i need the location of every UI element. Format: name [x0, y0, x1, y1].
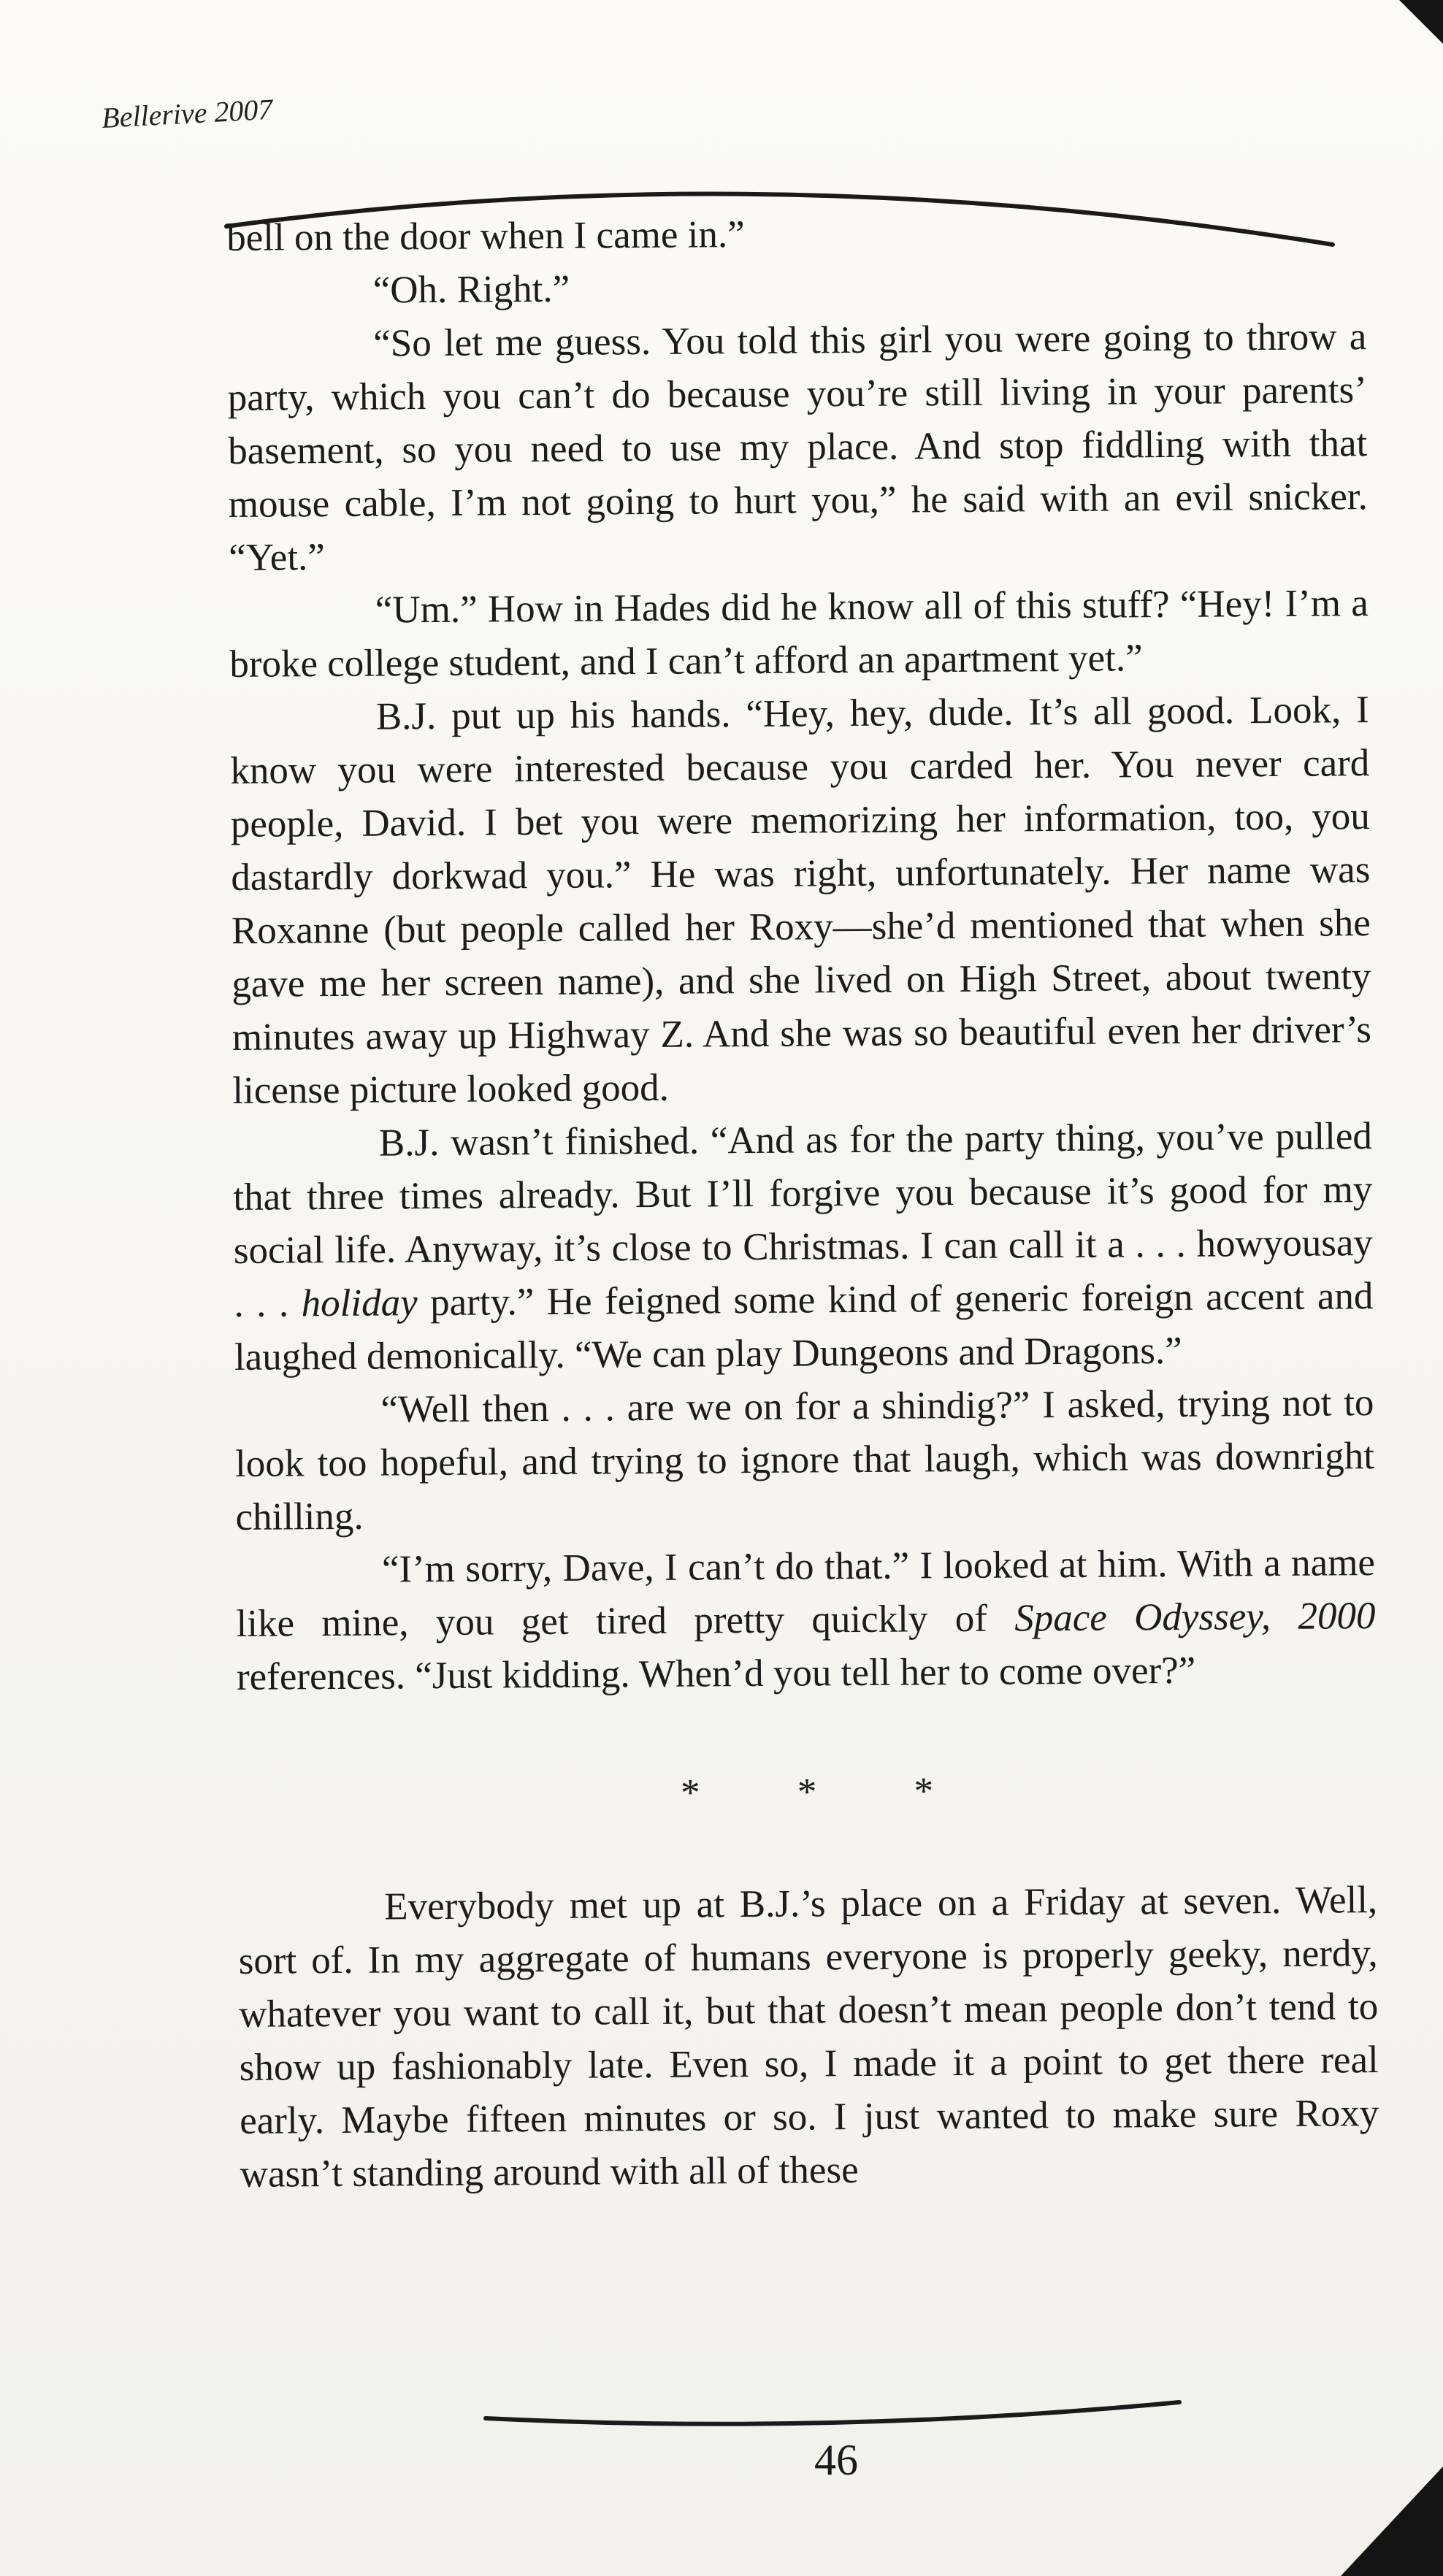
italic-text: holiday	[301, 1281, 418, 1325]
paragraph-space-odyssey	[236, 1536, 1376, 1704]
body-text	[226, 204, 1379, 2201]
paragraph: “Well then . . . are we on for a shindig?” I asked, trying not to look too hopeful, and trying to ignore that laugh, which was downright chilling.	[234, 1381, 1375, 1538]
italic-text: Space Odyssey, 2000	[1014, 1595, 1376, 1640]
running-head: Bellerive 2007	[101, 92, 274, 134]
paragraph: “Oh. Right.”	[372, 267, 570, 312]
paragraph-party	[233, 1110, 1374, 1384]
text-run: “I’m sorry, Dave, I can’t do that.” I looked at him. With a name like mine, you get tired pretty quickly of	[236, 1541, 1376, 1645]
paragraph: Everybody met up at B.J.’s place on a Friday at seven. Well, sort of. In my aggregate of humans everyone is properly geeky, nerdy, whatever you want to call it, but that doesn’t mean people don’t tend to show up fashionably late. Even so, I made it a point to get there real early. Maybe fifteen minutes or so. I just wanted to make sure Roxy wasn’t standing around with all of these	[238, 1879, 1379, 2196]
paragraph: bell on the door when I came in.”	[226, 213, 745, 259]
text-run: party.” He feigned some kind of generic foreign accent and laughed demonically. “We can play Dungeons and Dragons.”	[234, 1275, 1374, 1379]
scene-break: * * *	[680, 1769, 978, 1814]
text-run: references. “Just kidding. When’d you tell her to come over?”	[236, 1649, 1196, 1698]
text-run: B.J. wasn’t finished. “And as for the party thing, you’ve pulled that three times already. But I’ll forgive you because it’s good for my social life. Anyway, it’s close to Christmas. I can call it a . . . howyousay . . .	[233, 1115, 1374, 1325]
paragraph: “Um.” How in Hades did he know all of this stuff? “Hey! I’m a broke college student, and I can’t afford an apartment yet.”	[229, 582, 1369, 686]
page-corner-shadow-top	[1399, 0, 1443, 44]
paragraph: B.J. put up his hands. “Hey, hey, dude. It’s all good. Look, I know you were interested because you carded her. You never card people, David. I bet you were memorizing her information, too, you dastardly dorkwad you.” He was right, unfortunately. Her name was Roxanne (but people called her Roxy—she’d mentioned that when she gave me her screen name), and she lived on High Street, about twenty minutes away up Highway Z. And she was so beautiful even her driver’s license picture looked good.	[230, 689, 1372, 1112]
paragraph: “So let me guess. You told this girl you were going to throw a party, which you can’t do because you’re still living in your parents’ basement, so you need to use my place. And stop fiddling with that mouse cable, I’m not going to hurt you,” he said with an evil snicker. “Yet.”	[227, 315, 1368, 579]
page-number: 46	[814, 2436, 858, 2484]
bottom-ornamental-rule	[486, 2402, 1179, 2424]
